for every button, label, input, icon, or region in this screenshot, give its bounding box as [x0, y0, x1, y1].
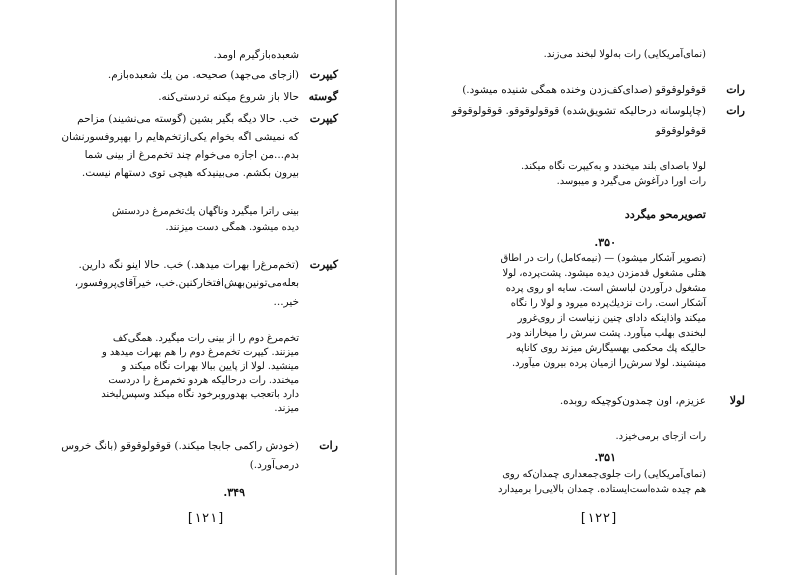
stage-direction: مشغول درآوردن لباسش است. سایه او روی پرده — [505, 283, 706, 294]
page-number: [۱۲۱] — [186, 511, 226, 526]
stage-direction: هم چیده شده‌است‌ایستاده. چمدان بالایی‌را برمیدارد — [497, 484, 706, 495]
dialogue-line: (تخم‌مرغ‌را بهرات میدهد.) خب. حالا اینو نگه دارین. — [78, 259, 299, 271]
dialogue-line: بعله‌می‌تونین‌بهش‌افتخارکنین.خب، خیرآقای‌پروفسور، — [74, 277, 299, 289]
right-page — [397, 0, 792, 575]
stage-direction: میکند واذاینکه دادای چنین زنیاست از روی‌غرور — [517, 313, 706, 324]
stage-direction: (تصویر آشکار میشود) — (نیمه‌کامل) رات در اطاق — [500, 253, 706, 264]
stage-direction: لولا باصدای بلند میخندد و به‌کیپرت نگاه میکند. — [520, 161, 706, 172]
stage-direction: دارد باتعجب بهدوروبرخود نگاه میکند وسپس‌لبخند — [101, 389, 299, 400]
speaker-kipert: کیپرت — [309, 68, 338, 81]
stage-direction: دیده میشود. همگی دست میزنند. — [165, 222, 299, 233]
dialogue-line: درمی‌آورد.) — [249, 459, 299, 471]
dialogue-line: (چاپلوسانه درحالیکه تشویق‌شده) قوقولوقوقو. قوقولوقوقو — [451, 105, 706, 117]
intro-line: شعبده‌بازگیرم اومد. — [213, 49, 299, 61]
dialogue-line: خیر... — [273, 296, 299, 308]
dialogue-line: قوقولوقوقو (صدای‌کف‌زدن وخنده همگی شنیده میشود.) — [462, 84, 706, 96]
dialogue-line: بیرون بکشم. می‌بینیدکه هیچی توی دستهام نیست. — [81, 167, 299, 179]
dialogue-line: خب. حالا دیگه بگیر بشین (گوسته می‌نشیند) مزاحم — [77, 113, 299, 125]
dialogue-line: قوقولوقوقو — [655, 125, 706, 137]
stage-direction: بینی راترا میگیرد وناگهان یك‌تخم‌مرغ دردستش — [112, 206, 299, 217]
speaker-kipert: کیپرت — [309, 258, 338, 271]
stage-direction: مینشیند. لولا سرش‌را ازمیان پرده بیرون میآورد. — [511, 358, 706, 369]
dialogue-line: (ازجای می‌جهد) صحیحه. من یك شعبده‌بازم. — [107, 69, 299, 81]
stage-direction: میخندد. رات درحالیکه هردو تخم‌مرغ را دردست — [108, 375, 299, 386]
speaker-gusteh: گوسته — [308, 90, 338, 103]
page-number: [۱۲۲] — [579, 511, 619, 526]
stage-direction: لبخندی بهلب میآورد. پشت سرش را میخاراند ودر — [507, 328, 706, 339]
speaker-kipert: کیپرت — [309, 112, 338, 125]
stage-direction: هتلی مشغول قدمزدن دیده میشود. پشت‌پرده، لولا — [502, 268, 706, 279]
stage-direction: تخم‌مرغ دوم را از بینی رات میگیرد. همگی‌کف — [112, 333, 299, 344]
dialogue-line: بدم...من اجازه می‌خوام چند تخم‌مرغ از بینی شما — [84, 149, 299, 161]
stage-direction: رات ازجای برمی‌خیزد. — [615, 431, 706, 442]
dialogue-line: عزیزم، اون چمدون‌کوچیکه روبده. — [559, 395, 706, 407]
stage-direction: میزنند. کیپرت تخم‌مرغ دوم را هم بهرات میدهد و — [101, 347, 299, 358]
speaker-rat: رات — [319, 439, 338, 452]
dialogue-line: که نمیشی اگه بخوام یکی‌ازتخم‌هایم را بهپروفسورنشان — [61, 131, 299, 143]
stage-direction: رات اورا درآغوش می‌گیرد و میبوسد. — [556, 176, 706, 187]
camera-heading: تصویرمحو میگردد — [624, 208, 706, 221]
stage-direction: میزند. — [274, 403, 299, 414]
scene-number: ۳۵۰. — [594, 236, 616, 249]
stage-direction: (نمای‌آمریکایی) رات به‌لولا لبخند می‌زند. — [543, 49, 706, 60]
speaker-rat: رات — [726, 83, 745, 96]
dialogue-line: حالا باز شروع میکنه تردستی‌کنه. — [158, 91, 299, 103]
speaker-rat: رات — [726, 104, 745, 117]
scene-number: ۳۵۱. — [594, 451, 616, 464]
dialogue-line: (خودش راکمی جابجا میکند.) قوقولوقوقو (بانگ خروس — [61, 440, 299, 452]
stage-direction: آشکار است. رات نزدیك‌پرده میرود و لولا را نگاه — [510, 298, 706, 309]
speaker-lola: لولا — [729, 394, 745, 407]
stage-direction: حالیکه پك محکمی بهسیگارش میزند روی کاناپه — [515, 343, 706, 354]
scene-number: ۳۴۹. — [223, 486, 245, 499]
stage-direction: مینشید. لولا از پایین ببالا بهرات نگاه میکند و — [121, 361, 299, 372]
left-page — [0, 0, 395, 575]
stage-direction: (نمای‌آمریکایی) رات جلوی‌جمعداری چمدان‌که روی — [502, 469, 706, 480]
